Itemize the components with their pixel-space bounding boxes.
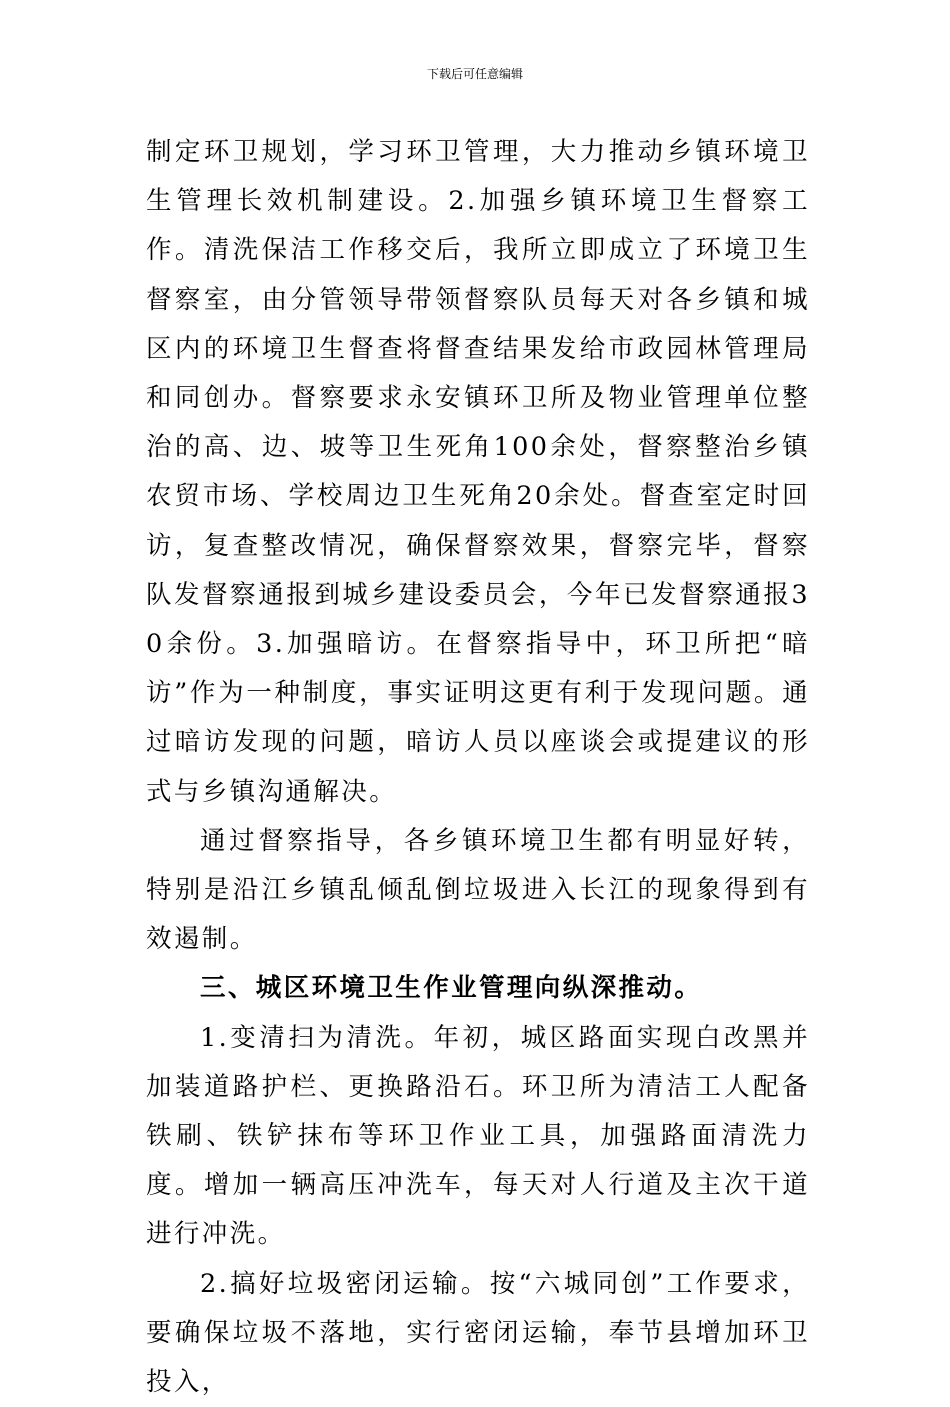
paragraph-summary: 通过督察指导，各乡镇环境卫生都有明显好转，特别是沿江乡镇乱倾乱倒垃圾进入长江的现象得到有效遏制。 — [146, 825, 810, 955]
section-heading: 三、城区环境卫生作业管理向纵深推动。 — [200, 973, 703, 1004]
paragraph-item-1: 1.变清扫为清洗。年初，城区路面实现白改黑并加装道路护栏、更换路沿石。环卫所为清洁工人配备铁刷、铁铲抹布等环卫作业工具，加强路面清洗力度。增加一辆高压冲洗车，每天对人行道及主次干道进行冲洗。 — [146, 1022, 810, 1250]
paragraph-item-2: 2.搞好垃圾密闭运输。按“六城同创”工作要求，要确保垃圾不落地，实行密闭运输，奉节县增加环卫投入， — [146, 1268, 810, 1398]
paragraph-continued: 制定环卫规划，学习环卫管理，大力推动乡镇环境卫生管理长效机制建设。2.加强乡镇环境卫生督察工作。清洗保洁工作移交后，我所立即成立了环境卫生督察室，由分管领导带领督察队员每天对各乡镇和城区内的环境卫生督查将督查结果发给市政园林管理局和同创办。督察要求永安镇环卫所及物业管理单位整治的高、边、坡等卫生死角100余处，督察整治乡镇农贸市场、学校周边卫生死角20余处。督查室定时回访，复查整改情况，确保督察效果，督察完毕，督察队发督察通报到城乡建设委员会，今年已发督察通报30余份。3.加强暗访。在督察指导中，环卫所把“暗访”作为一种制度，事实证明这更有利于发现问题。通过暗访发现的问题，暗访人员以座谈会或提建议的形式与乡镇沟通解决。 — [146, 137, 810, 807]
document-body — [146, 128, 810, 1407]
page-header: 下载后可任意编辑 — [426, 67, 523, 81]
